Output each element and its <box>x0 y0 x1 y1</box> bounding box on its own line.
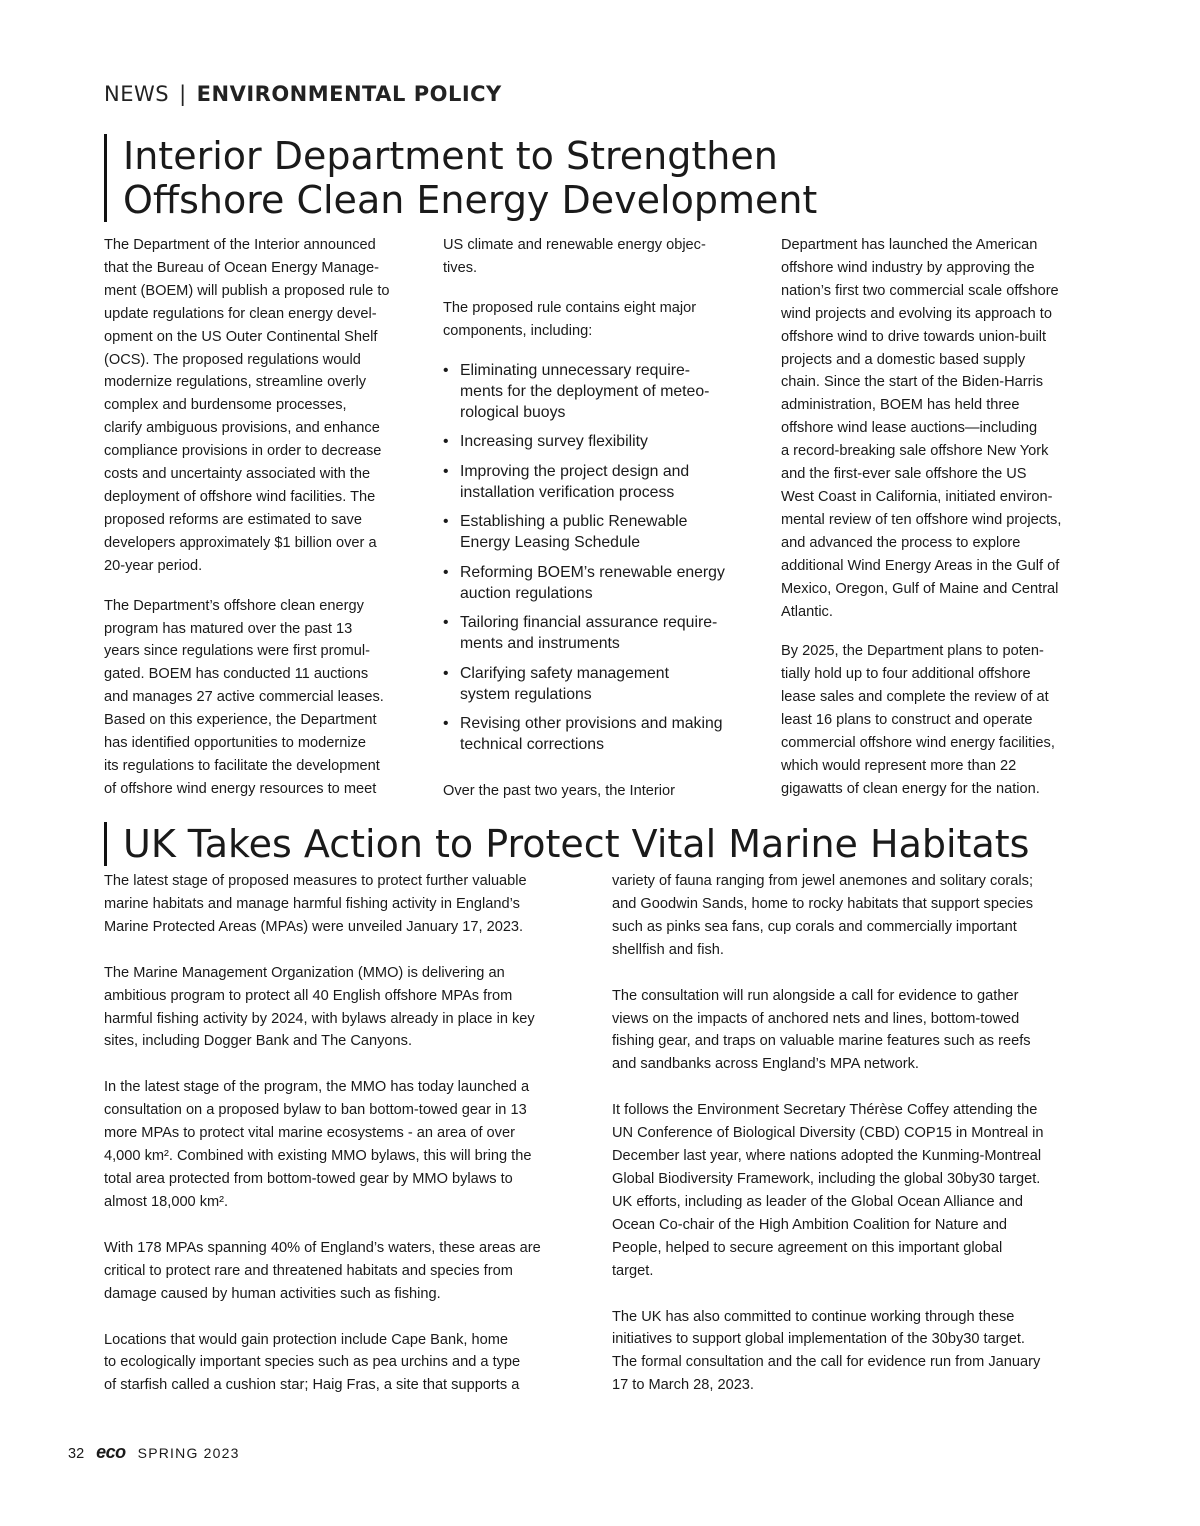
article1-column-2 <box>443 234 753 799</box>
article1-paragraph: Department has launched the American offshore wind industry by approving the nation’s first two commercial scale offshore wind projects and evolving its approach to offshore wind to drive towards union-built projects and a domestic based supply chain. Since the start of the Biden-Harris administration, BOEM has held three offshore wind lease auctions—including a record-breaking sale offshore New York and the first-ever sale offshore the US West Coast in California, initiated environ- mental review of ten offshore wind projects, and advanced the process to explore additional Wind Energy Areas in the Gulf of Mexico, Oregon, Gulf of Maine and Central Atlantic. <box>781 237 1062 620</box>
list-item <box>443 511 753 553</box>
list-item <box>443 713 753 755</box>
article2-paragraph: The latest stage of proposed measures to protect further valuable marine habitats and manage harmful fishing activity in England’s Marine Protected Areas (MPAs) were unveiled January 17, 2023. <box>104 873 527 935</box>
list-item-text: Reforming BOEM’s renewable energy auction regulations <box>460 563 725 602</box>
article1-headline-line: Offshore Clean Energy Development <box>123 178 818 222</box>
article1-paragraph: The Department’s offshore clean energy program has matured over the past 13 years since regulations were first promul- gated. BOEM has conducted 11 auctions and manages 27 active commercial leases. Based on this experience, the Department has identified opportunities to modernize its regulations to facilitate the development of offshore wind energy resources to meet <box>104 597 384 797</box>
list-item <box>443 562 753 604</box>
list-item-text: Improving the project design and installation verification process <box>460 462 690 501</box>
bullet-icon: • <box>443 715 449 733</box>
list-item <box>443 461 753 503</box>
section-name: NEWS <box>104 82 170 106</box>
article2-paragraph: With 178 MPAs spanning 40% of England’s waters, these areas are critical to protect rare and threatened habitats and species from damage caused by human activities such as fishing. <box>104 1239 541 1302</box>
bullet-icon: • <box>443 462 449 480</box>
article2-paragraph: In the latest stage of the program, the MMO has today launched a consultation on a proposed bylaw to ban bottom-towed gear in 13 more MPAs to protect vital marine ecosystems - an area of over 4,000 km². Combined with existing MMO bylaws, this will bring the total area protected from bottom-towed gear by MMO bylaws to almost 18,000 km². <box>104 1079 532 1210</box>
bullet-icon: • <box>443 614 449 632</box>
list-item-text: Establishing a public Renewable Energy Leasing Schedule <box>460 513 688 552</box>
article1-paragraph: Over the past two years, the Interior <box>443 783 675 799</box>
bullet-icon: • <box>443 664 449 682</box>
list-item-text: Clarifying safety management system regulations <box>460 664 669 703</box>
article1-column-1 <box>104 234 422 801</box>
article1-paragraph: By 2025, the Department plans to poten- tially hold up to four additional offshore lease sales and complete the review of at least 16 plans to construct and operate commercial offshore wind energy facilities, which would represent more than 22 gigawatts of clean energy for the nation. <box>781 643 1055 797</box>
list-item <box>443 663 753 705</box>
list-item-text: Revising other provisions and making technical corrections <box>460 715 723 754</box>
list-item-text: Tailoring financial assurance require- ments and instruments <box>460 614 718 653</box>
bullet-icon: • <box>443 513 449 531</box>
article1-paragraph: The Department of the Interior announced that the Bureau of Ocean Energy Manage- ment (BOEM) will publish a proposed rule to update regulations for clean energy devel- opment on the US Outer Continental Shelf (OCS). The proposed regulations would modernize regulations, streamline overly complex and burdensome processes, clarify ambiguous provisions, and enhance compliance provisions in order to decrease costs and uncertainty associated with the deployment of offshore wind facilities. The proposed reforms are estimated to save developers approximately $1 billion over a 20-year period. <box>104 237 390 574</box>
list-item <box>443 360 753 423</box>
article2-paragraph: The Marine Management Organization (MMO) is delivering an ambitious program to protect all 40 English offshore MPAs from harmful fishing activity by 2024, with bylaws already in place in key sites, including Dogger Bank and The Canyons. <box>104 964 535 1050</box>
page-number: 32 <box>68 1446 85 1462</box>
article1-paragraph: The proposed rule contains eight major components, including: <box>443 299 697 339</box>
issue-label: SPRING 2023 <box>137 1445 240 1461</box>
list-item-text: Increasing survey flexibility <box>460 433 648 451</box>
article2-paragraph: Locations that would gain protection include Cape Bank, home to ecologically important species such as pea urchins and a type of starfish called a cushion star; Haig Fras, a site that supports a <box>104 1331 521 1394</box>
list-item <box>443 612 753 654</box>
article1-headline <box>104 134 943 222</box>
article1-paragraph: US climate and renewable energy objec- tives. <box>443 237 706 276</box>
section-category: ENVIRONMENTAL POLICY <box>196 82 502 106</box>
magazine-logo: eco <box>96 1442 126 1462</box>
article2-column-1 <box>104 870 594 1397</box>
section-separator: | <box>179 82 187 106</box>
article2-column-2 <box>612 870 1107 1397</box>
list-item <box>443 431 753 452</box>
bullet-icon: • <box>443 563 449 581</box>
bullet-icon: • <box>443 433 449 451</box>
article2-paragraph: The UK has also committed to continue working through these initiatives to support global implementation of the 30by30 target. The formal consultation and the call for evidence run from January 17 to March 28, 2023. <box>612 1308 1041 1394</box>
bullet-icon: • <box>443 361 449 379</box>
list-item-text: Eliminating unnecessary require- ments for the deployment of meteo- rological buoys <box>460 361 710 421</box>
article1-column-3 <box>781 234 1103 801</box>
article2-headline: UK Takes Action to Protect Vital Marine Habitats <box>104 822 1123 866</box>
article2-paragraph: It follows the Environment Secretary Thérèse Coffey attending the UN Conference of Biological Diversity (CBD) COP15 in Montreal in December last year, where nations adopted the Kunming-Montreal Global Biodiversity Framework, including the global 30by30 target. UK efforts, including as leader of the Global Ocean Alliance and Ocean Co-chair of the High Ambition Coalition for Nature and People, helped to secure agreement on this important global target. <box>612 1102 1044 1279</box>
article2-paragraph: The consultation will run alongside a call for evidence to gather views on the impacts of anchored nets and lines, bottom-towed fishing gear, and traps on valuable marine features such as reefs and sandbanks across England’s MPA network. <box>612 987 1031 1073</box>
article1-headline-line: Interior Department to Strengthen <box>123 134 778 178</box>
section-label <box>104 82 502 106</box>
article2-paragraph: variety of fauna ranging from jewel anemones and solitary corals; and Goodwin Sands, home to rocky habitats that support species such as pinks sea fans, cup corals and commercially important shellfish and fish. <box>612 873 1034 958</box>
components-list <box>443 360 753 756</box>
page-footer <box>68 1442 240 1463</box>
